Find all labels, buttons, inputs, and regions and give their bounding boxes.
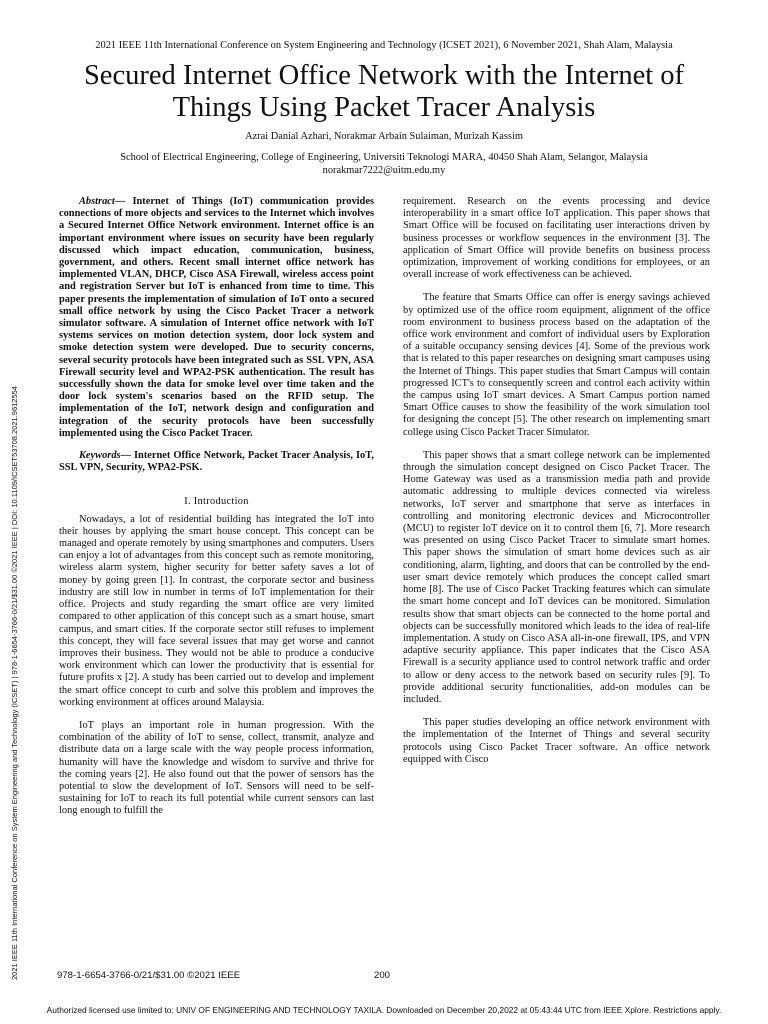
paragraph: This paper studies developing an office network environment with the implementation of the Internet of Things and several security protocols using Cisco Packet Tracer software. An office network equipped with Cisco — [403, 717, 710, 765]
section-heading: I. Introduction — [184, 496, 249, 508]
abstract-label: Abstract— — [79, 196, 126, 207]
title-line-2: Things Using Packet Tracer Analysis — [172, 92, 596, 123]
paragraph: IoT plays an important role in human progression. With the combination of the ability of IoT to sense, collect, transmit, analyze and distribute data on a large scale with the way people process information, humanity will have the knowledge and wisdom to survive and thrive for the coming years [2]. He also found out that the power of sensors has the potential to slow the development of IoT. Sensors will need to be self-sustaining for IoT to reach its full potential while current sensors can last long enough to fulfill the — [59, 719, 374, 817]
right-column — [403, 196, 710, 766]
paragraph: This paper shows that a smart college network can be implemented through the simulation concept designed on Cisco Packet Tracer. The Home Gateway was used as a transmission media path and provide automatic addressing to multiple devices connected via wireless networks, IoT server and smartphone that serve as interfaces in controlling and monitoring electronic devices and Microcontroller (MCU) to register IoT device on it to control them [6, 7]. More research was presented on using Cisco Packet Tracer to simulate smart homes. This paper shows the simulation of smart home devices such as air conditioning, alarm, lighting, and doors that can be controlled by the end-user smart device remotely which produces the concept called smart home [8]. The use of Cisco Packet Tracking features which can simulate the smart home concept and IoT devices can be monitored. Simulation results show that smart objects can be connected to the home portal and objects can be successfully monitored which leads to the idea of real-life implementation. A study on Cisco ASA all-in-one firewall, IPS, and VPN adaptive security appliance. This paper indicates that the Cisco ASA Firewall is a security appliance used to control network traffic and order to allow or deny access to the network based on security rules [9]. To provide additional security functionalities, add-on modules can be included. — [403, 449, 710, 705]
title-line-1: Secured Internet Office Network with the Internet of — [83, 60, 685, 91]
keywords-label: Keywords— — [79, 450, 131, 462]
conference-header: 2021 IEEE 11th International Conference on System Engineering and Technology (ICSET 2021), 6 November 2021, Shah Alam, Malaysia — [95, 40, 673, 51]
affiliation: School of Electrical Engineering, College of Engineering, Universiti Teknologi MARA, 40450 Shah Alam, Selangor, Malaysia — [120, 152, 648, 163]
footer-isbn: 978-1-6654-3766-0/21/$31.00 ©2021 IEEE — [57, 970, 241, 981]
paragraph: The feature that Smarts Office can offer is energy savings achieved by optimized use of the office room equipment, alignment of the office room environment to business process based on the adaptation of the office work environment and comfort of individual users by Exploration of a suitable occupancy sensing devices [4]. Some of the previous work that is related to this paper researches on designing smart campuses using the Internet of Things. This paper studies that Smart Campus will contain progressed ICT's to consequently screen and control each activity within the campus using IoT smart devices. A Smart Campus portion named Smart Office causes to show the feasibility of the work simulation tool for designing the concept [5]. The other research on implementing smart college using Cisco Packet Tracer Simulator. — [403, 292, 710, 438]
paragraph: Nowadays, a lot of residential building has integrated the IoT into their houses by applying the smart house concept. This concept can be managed and operate remotely by using smartphones and computers. Users can enjoy a lot of advantages from this concept such as remote monitoring, wireless alarm system, higher security for better safety saves a lot of money by going green [1]. In contrast, the corporate sector and business industry are still low in number in terms of IoT implementation for their office. Projects and study regarding the smart office are very limited compared to other application of this concept such as a smart house, smart campus, and smart cities. If the corporate sector still refuses to implement this concept, they will face several issues that may get worse and cannot improves their business. They would not be able to produce a conducive work environment which can lower the productivity that is essential for future profits x [2]. A study has been carried out to develop and implement the smart office concept to curb and solve this problem and improves the working environment at offices around Malaysia. — [59, 513, 374, 708]
license-notice: Authorized licensed use limited to: UNIV OF ENGINEERING AND TECHNOLOGY TAXILA. Downloaded on December 20,2022 at 05:43:44 UTC from IEEE Xplore. Restrictions apply. — [46, 1005, 722, 1015]
page-number: 200 — [374, 970, 391, 981]
side-doi-text: 2021 IEEE 11th International Conference on System Engineering and Technology (ICSET) | 978-1-6654-3766-0/21/$31.00 ©2021 IEEE | DOI: 10.1109/ICSET53708.2021.9612554 — [10, 386, 19, 980]
affiliation-block — [0, 152, 768, 177]
email: norakmar7222@uitm.edu.my — [322, 164, 446, 176]
abstract — [59, 196, 374, 440]
paper-title — [20, 60, 748, 124]
left-column — [59, 196, 374, 818]
keywords-text: Internet Office Network, Packet Tracer Analysis, IoT, SSL VPN, Security, WPA2-PSK. — [59, 450, 374, 474]
abstract-text: Internet of Things (IoT) communication provides connections of more objects and services to the Internet which involves a Secured Internet Office Network environment. Internet office is an important environment where issues on security have been regularly discussed which impact education, communication, business, government, and others. Recent small internet office network has implemented VLAN, DHCP, Cisco ASA Firewall, wireless access point and registration Server but IoT is enhanced from time to time. This paper presents the implementation of simulation of IoT onto a secured small office network by using the Cisco Packet Tracer a network simulator software. A simulation of Internet office network with IoT systems services on motion detection system, door lock system and smoke detection system were developed. Due to security concerns, several security protocols have been integrated such as SSL VPN, ASA Firewall security level and WPA2-PSK authentication. The result has successfully shown the data for smoke level over time taken and the door lock system's scenarios based on the RFID setup. The implementation of the IoT, network design and configuration and integration of the security protocols have been successfully implemented using the Cisco Packet Tracer. — [59, 196, 374, 439]
authors: Azrai Danial Azhari, Norakmar Arbain Sulaiman, Murizah Kassim — [245, 131, 523, 142]
keywords — [59, 450, 374, 474]
paragraph: requirement. Research on the events processing and device interoperability in a smart office IoT application. This paper shows that Smart Office will be focused on facilitating user interactions driven by business processes or workflow sequences in the environment [3]. The application of Smart Office will provide benefits on business process optimization, improvement of working conditions for employees, or an overall increase of work effectiveness can be achieved. — [403, 196, 710, 281]
